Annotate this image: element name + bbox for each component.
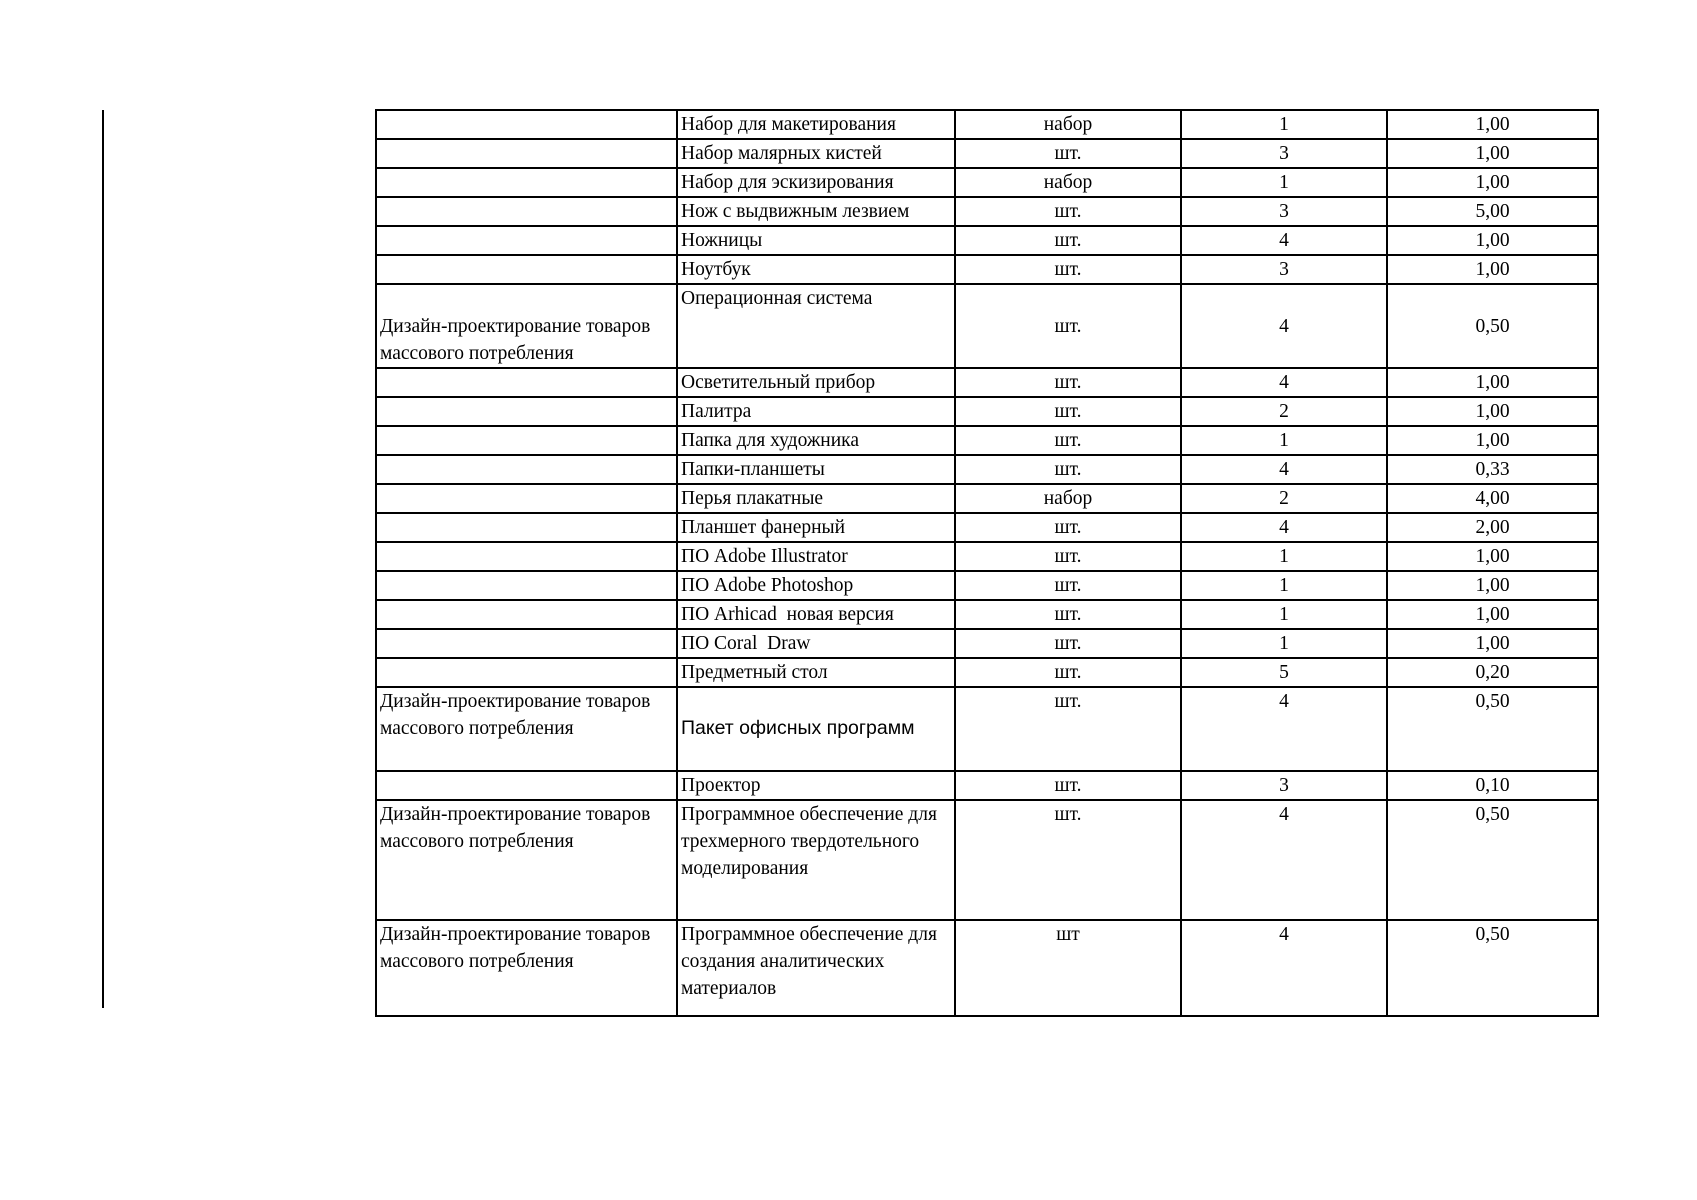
unit-cell: шт: [955, 920, 1181, 1016]
quantity-cell: 4: [1181, 284, 1387, 368]
norm-cell: 1,00: [1387, 397, 1598, 426]
unit-cell: шт.: [955, 426, 1181, 455]
item-name-cell: Перья плакатные: [677, 484, 955, 513]
table-row: [376, 168, 1598, 197]
item-name-cell: ПО Adobe Photoshop: [677, 571, 955, 600]
quantity-cell: 2: [1181, 397, 1387, 426]
unit-cell: шт.: [955, 226, 1181, 255]
unit-cell: шт.: [955, 800, 1181, 920]
quantity-cell: 1: [1181, 629, 1387, 658]
unit-cell: шт.: [955, 368, 1181, 397]
table-row: [376, 255, 1598, 284]
item-name-cell: Операционная система: [677, 284, 955, 368]
table-row: [376, 368, 1598, 397]
item-name-cell: Папки-планшеты: [677, 455, 955, 484]
norm-cell: 0,50: [1387, 800, 1598, 920]
quantity-cell: 4: [1181, 687, 1387, 771]
table-row: [376, 800, 1598, 920]
quantity-cell: 3: [1181, 139, 1387, 168]
unit-cell: шт.: [955, 197, 1181, 226]
quantity-cell: 5: [1181, 658, 1387, 687]
norm-cell: 0,20: [1387, 658, 1598, 687]
quantity-cell: 3: [1181, 771, 1387, 800]
item-name-cell: Программное обеспечение для трехмерного твердотельного моделирования: [677, 800, 955, 920]
item-name-cell: ПО Adobe Illustrator: [677, 542, 955, 571]
quantity-cell: 1: [1181, 571, 1387, 600]
table-row: [376, 571, 1598, 600]
table-row: [376, 484, 1598, 513]
item-name-cell: Набор малярных кистей: [677, 139, 955, 168]
norm-cell: 1,00: [1387, 139, 1598, 168]
quantity-cell: 3: [1181, 255, 1387, 284]
quantity-cell: 2: [1181, 484, 1387, 513]
table-row: [376, 226, 1598, 255]
table-row: [376, 771, 1598, 800]
table-row: [376, 426, 1598, 455]
table-row: [376, 658, 1598, 687]
direction-cell: [376, 426, 677, 455]
unit-cell: шт.: [955, 571, 1181, 600]
direction-cell: [376, 226, 677, 255]
direction-cell: Дизайн-проектирование товаров массового потребления: [376, 920, 677, 1016]
equipment-table: [375, 109, 1599, 1017]
norm-cell: 0,50: [1387, 920, 1598, 1016]
quantity-cell: 1: [1181, 426, 1387, 455]
unit-cell: шт.: [955, 139, 1181, 168]
direction-cell: [376, 629, 677, 658]
table-row: [376, 542, 1598, 571]
norm-cell: 1,00: [1387, 542, 1598, 571]
quantity-cell: 1: [1181, 542, 1387, 571]
quantity-cell: 4: [1181, 368, 1387, 397]
unit-cell: набор: [955, 168, 1181, 197]
item-name-cell: Палитра: [677, 397, 955, 426]
unit-cell: шт.: [955, 542, 1181, 571]
unit-cell: шт.: [955, 255, 1181, 284]
direction-cell: [376, 513, 677, 542]
item-name-cell: Нож с выдвижным лезвием: [677, 197, 955, 226]
quantity-cell: 4: [1181, 455, 1387, 484]
norm-cell: 0,50: [1387, 687, 1598, 771]
direction-cell: [376, 571, 677, 600]
item-name-cell: ПО Arhicad новая версия: [677, 600, 955, 629]
table-row: [376, 687, 1598, 771]
quantity-cell: 1: [1181, 168, 1387, 197]
quantity-cell: 4: [1181, 226, 1387, 255]
quantity-cell: 1: [1181, 110, 1387, 139]
norm-cell: 1,00: [1387, 255, 1598, 284]
unit-cell: набор: [955, 110, 1181, 139]
quantity-cell: 3: [1181, 197, 1387, 226]
item-name-cell: Планшет фанерный: [677, 513, 955, 542]
table-row: [376, 513, 1598, 542]
table-row: [376, 629, 1598, 658]
quantity-cell: 4: [1181, 920, 1387, 1016]
direction-cell: [376, 658, 677, 687]
item-name-cell: Набор для эскизирования: [677, 168, 955, 197]
unit-cell: шт.: [955, 513, 1181, 542]
item-name-cell: Ноутбук: [677, 255, 955, 284]
page-margin-line: [102, 110, 104, 1008]
table-row: [376, 920, 1598, 1016]
item-name-cell: ПО Coral Draw: [677, 629, 955, 658]
direction-cell: [376, 110, 677, 139]
norm-cell: 1,00: [1387, 368, 1598, 397]
norm-cell: 1,00: [1387, 600, 1598, 629]
direction-cell: [376, 542, 677, 571]
direction-cell: [376, 397, 677, 426]
quantity-cell: 4: [1181, 513, 1387, 542]
table-row: [376, 110, 1598, 139]
norm-cell: 1,00: [1387, 226, 1598, 255]
norm-cell: 1,00: [1387, 629, 1598, 658]
norm-cell: 2,00: [1387, 513, 1598, 542]
item-name-cell: Набор для макетирования: [677, 110, 955, 139]
unit-cell: шт.: [955, 629, 1181, 658]
direction-cell: [376, 368, 677, 397]
direction-cell: Дизайн-проектирование товаров массового потребления: [376, 284, 677, 368]
direction-cell: [376, 197, 677, 226]
unit-cell: шт.: [955, 687, 1181, 771]
norm-cell: 0,33: [1387, 455, 1598, 484]
norm-cell: 5,00: [1387, 197, 1598, 226]
table-row: [376, 197, 1598, 226]
direction-cell: Дизайн-проектирование товаров массового потребления: [376, 687, 677, 771]
unit-cell: шт.: [955, 771, 1181, 800]
quantity-cell: 1: [1181, 600, 1387, 629]
norm-cell: 1,00: [1387, 426, 1598, 455]
item-name-cell: Ножницы: [677, 226, 955, 255]
item-name-cell: Программное обеспечение для создания аналитических материалов: [677, 920, 955, 1016]
norm-cell: 1,00: [1387, 571, 1598, 600]
norm-cell: 0,50: [1387, 284, 1598, 368]
direction-cell: [376, 168, 677, 197]
direction-cell: [376, 771, 677, 800]
table-row: [376, 284, 1598, 368]
direction-cell: [376, 455, 677, 484]
direction-cell: [376, 484, 677, 513]
norm-cell: 0,10: [1387, 771, 1598, 800]
item-name-cell: Осветительный прибор: [677, 368, 955, 397]
norm-cell: 1,00: [1387, 110, 1598, 139]
unit-cell: шт.: [955, 455, 1181, 484]
item-name-text: Пакет офисных программ: [681, 717, 915, 739]
table-row: [376, 397, 1598, 426]
unit-cell: набор: [955, 484, 1181, 513]
item-name-cell: Предметный стол: [677, 658, 955, 687]
direction-cell: [376, 139, 677, 168]
table-row: [376, 455, 1598, 484]
direction-cell: [376, 255, 677, 284]
norm-cell: 1,00: [1387, 168, 1598, 197]
table-row: [376, 600, 1598, 629]
item-name-cell: [677, 687, 955, 771]
direction-cell: Дизайн-проектирование товаров массового потребления: [376, 800, 677, 920]
unit-cell: шт.: [955, 600, 1181, 629]
item-name-cell: Папка для художника: [677, 426, 955, 455]
unit-cell: шт.: [955, 284, 1181, 368]
quantity-cell: 4: [1181, 800, 1387, 920]
unit-cell: шт.: [955, 397, 1181, 426]
unit-cell: шт.: [955, 658, 1181, 687]
item-name-cell: Проектор: [677, 771, 955, 800]
norm-cell: 4,00: [1387, 484, 1598, 513]
table-row: [376, 139, 1598, 168]
direction-cell: [376, 600, 677, 629]
